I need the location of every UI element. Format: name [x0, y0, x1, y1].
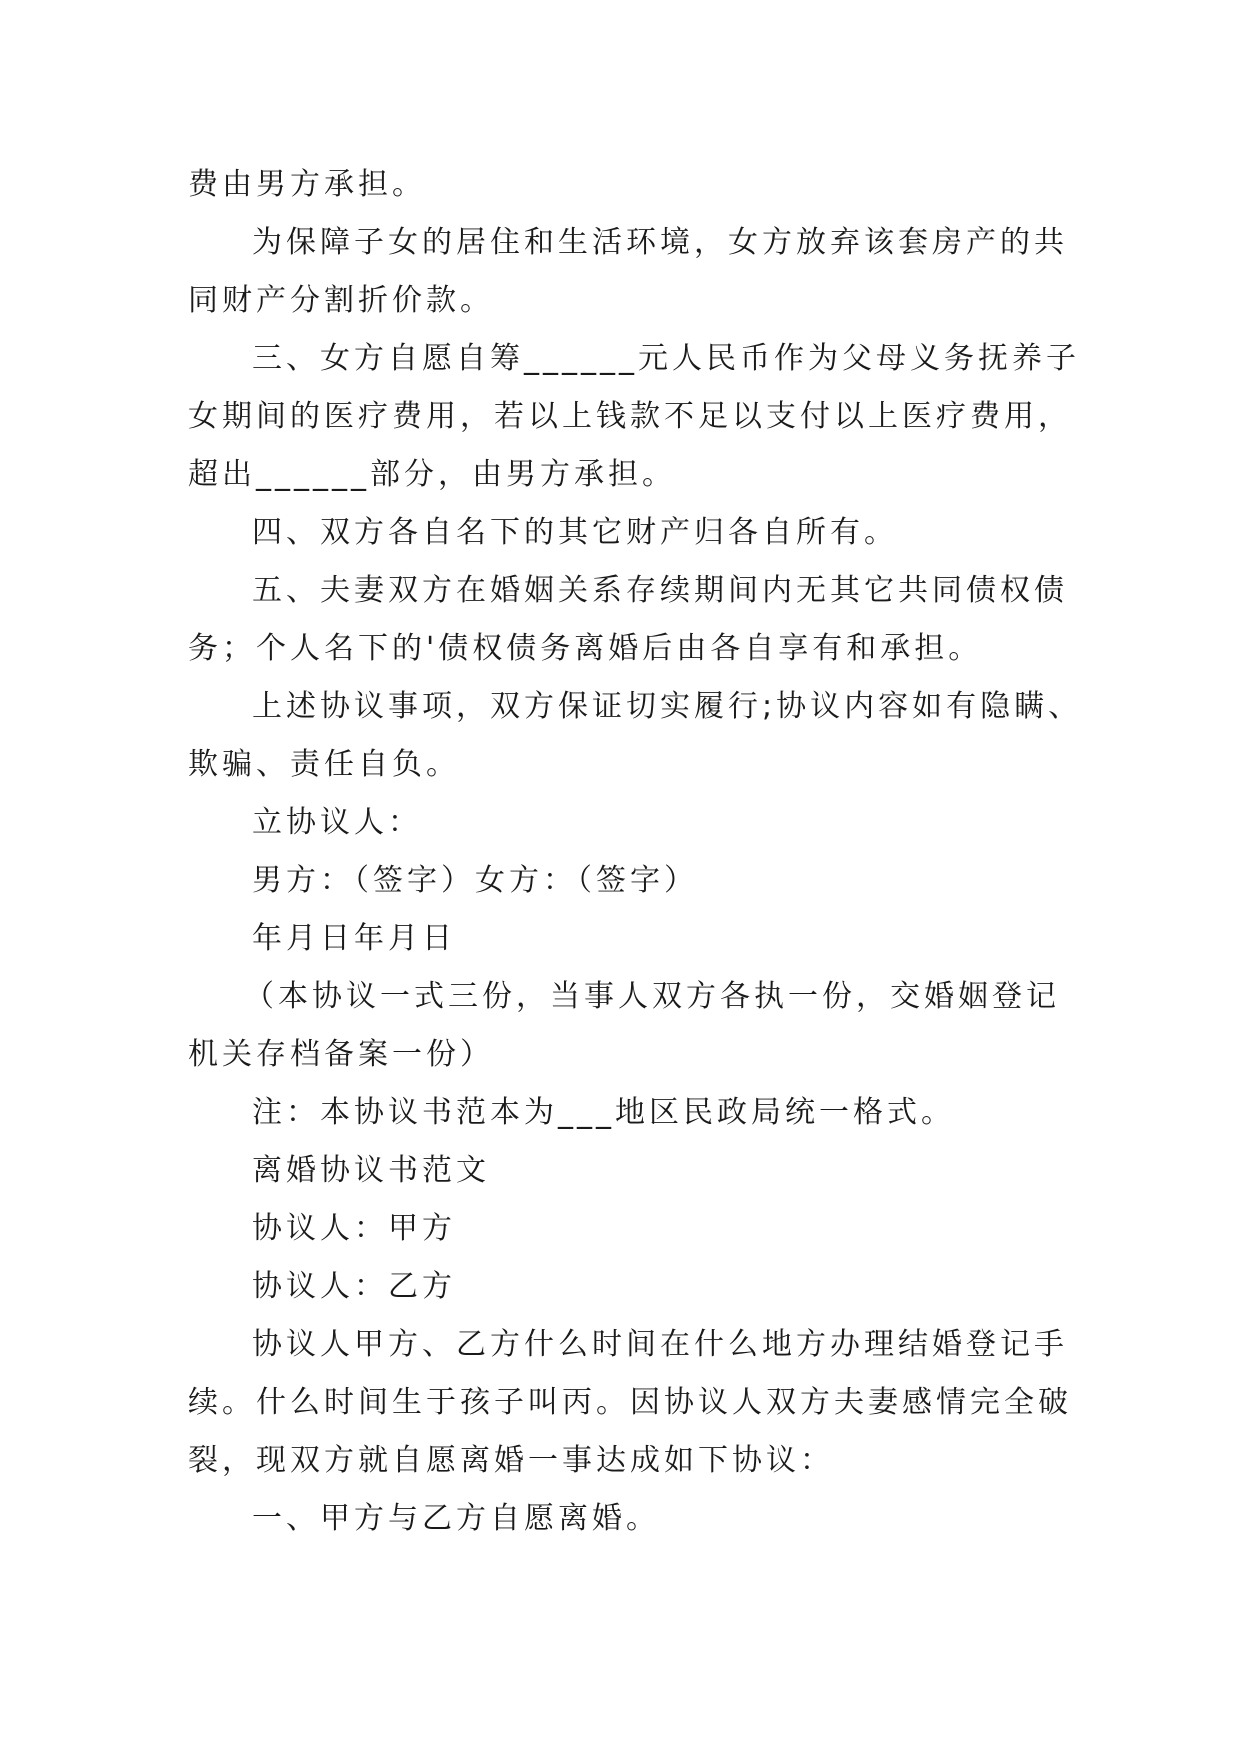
- text-line: 为保障子女的居住和生活环境，女方放弃该套房产的共: [252, 225, 1068, 260]
- text-line: 四、双方各自名下的其它财产归各自所有。: [252, 515, 898, 550]
- document-body: [188, 156, 1083, 1548]
- text-line: 上述协议事项，双方保证切实履行;协议内容如有隐瞒、: [252, 689, 1083, 724]
- section-heading: 离婚协议书范文: [252, 1153, 490, 1188]
- text-line: 费由男方承担。: [188, 167, 426, 202]
- text-line: 欺骗、责任自负。: [188, 747, 460, 782]
- text-line: 务；个人名下的'债权债务离婚后由各自享有和承担。: [188, 631, 983, 666]
- text-line: 年月日年月日: [252, 921, 456, 956]
- text-line: 一、甲方与乙方自愿离婚。: [252, 1501, 660, 1536]
- text-line: 裂，现双方就自愿离婚一事达成如下协议：: [188, 1443, 834, 1478]
- text-line: 续。什么时间生于孩子叫丙。因协议人双方夫妻感情完全破: [188, 1385, 1072, 1420]
- text-line: 机关存档备案一份）: [188, 1037, 494, 1072]
- text-line: 五、夫妻双方在婚姻关系存续期间内无其它共同债权债: [252, 573, 1068, 608]
- text-line: 协议人：乙方: [252, 1269, 456, 1304]
- text-line: 注：本协议书范本为___地区民政局统一格式。: [252, 1095, 955, 1130]
- text-line: 同财产分割折价款。: [188, 283, 494, 318]
- text-line: 男方：（签字）女方：（签字）: [252, 863, 698, 898]
- text-line: 协议人甲方、乙方什么时间在什么地方办理结婚登记手: [252, 1327, 1068, 1362]
- text-line: 立协议人：: [252, 805, 422, 840]
- text-line: 协议人：甲方: [252, 1211, 456, 1246]
- text-line: （本协议一式三份，当事人双方各执一份，交婚姻登记: [244, 979, 1060, 1014]
- text-line: 超出______部分，由男方承担。: [188, 457, 676, 492]
- text-line: 三、女方自愿自筹______元人民币作为父母义务抚养子: [252, 341, 1080, 376]
- text-line: 女期间的医疗费用，若以上钱款不足以支付以上医疗费用，: [188, 399, 1072, 434]
